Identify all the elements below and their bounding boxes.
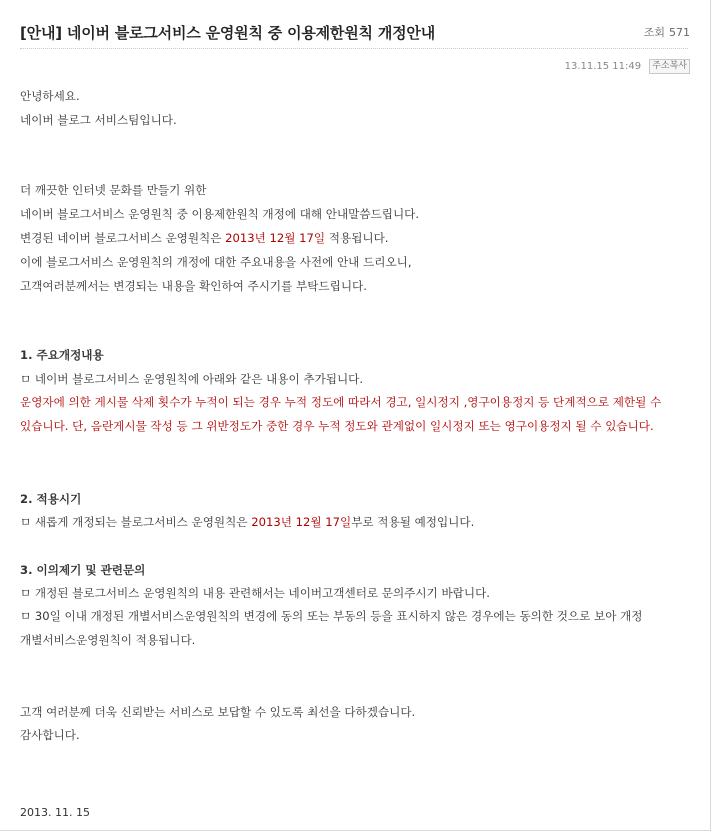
greeting-line-1: 안녕하세요. — [20, 89, 80, 103]
section-3-line-1: ㅁ 개정된 블로그서비스 운영원칙의 내용 관련해서는 네이버고객센터로 문의주시기 바랍니다. — [20, 586, 490, 600]
intro-line-3-pre: 변경된 네이버 블로그서비스 운영원칙은 — [20, 231, 226, 245]
title-divider — [20, 48, 688, 49]
section-1-title: 1. 주요개정내용 — [20, 348, 104, 362]
section-3-title: 3. 이의제기 및 관련문의 — [20, 563, 146, 577]
closing-line-1: 고객 여러분께 더욱 신뢰받는 서비스로 보답할 수 있도록 최선을 다하겠습니다. — [20, 705, 416, 719]
post-title[interactable]: [안내] 네이버 블로그서비스 운영원칙 중 이용제한원칙 개정안내 — [20, 24, 435, 42]
view-count — [644, 24, 690, 40]
intro-line-3 — [20, 230, 692, 246]
intro-line-4: 이에 블로그서비스 운영원칙의 개정에 대한 주요내용을 사전에 안내 드리오니, — [20, 255, 412, 269]
intro-line-5: 고객여러분께서는 변경되는 내용을 확인하여 주시기를 부탁드립니다. — [20, 279, 367, 293]
closing-line-2: 감사합니다. — [20, 728, 80, 742]
view-count-label: 조회 — [643, 26, 665, 39]
greeting-line-2: 네이버 블로그 서비스팀입니다. — [20, 113, 177, 127]
intro-line-2: 네이버 블로그서비스 운영원칙 중 이용제한원칙 개정에 대해 안내말씀드립니다. — [20, 207, 420, 221]
post-meta — [565, 56, 690, 72]
section-2-line — [20, 514, 692, 530]
section-2-date: 2013년 12월 17일 — [251, 515, 352, 529]
section-2-title: 2. 적용시기 — [20, 492, 82, 506]
post-header — [20, 22, 690, 46]
effective-date: 2013년 12월 17일 — [225, 231, 326, 245]
intro-line-1: 더 깨끗한 인터넷 문화를 만들기 위한 — [20, 183, 207, 197]
sign-date: 2013. 11. 15 — [20, 806, 90, 819]
section-2-post: 부로 적용될 예정입니다. — [351, 515, 475, 529]
section-2-pre: ㅁ 새롭게 개정되는 블로그서비스 운영원칙은 — [20, 515, 252, 529]
copy-url-button[interactable]: 주소복사 — [649, 59, 690, 74]
post-date: 13.11.15 11:49 — [564, 61, 642, 72]
section-1-highlight: 운영자에 의한 게시물 삭제 횟수가 누적이 되는 경우 누적 정도에 따라서 경고, 일시정지 ,영구이용정지 등 단계적으로 제한될 수 있습니다. 단, 음란게시물 작성 등 그 위반정도가 중한 경우 누적 정도와 관계없이 일시정지 또는 영구이용정지 될 수 있습니다. — [20, 395, 662, 433]
section-1-line: ㅁ 네이버 블로그서비스 운영원칙에 아래와 같은 내용이 추가됩니다. — [20, 372, 364, 386]
intro-line-3-post: 적용됩니다. — [325, 231, 389, 245]
view-count-value: 571 — [669, 26, 690, 39]
section-3-line-2: ㅁ 30일 이내 개정된 개별서비스운영원칙의 변경에 동의 또는 부동의 등을 표시하지 않은 경우에는 동의한 것으로 보아 개정 개별서비스운영원칙이 적용됩니다. — [20, 609, 643, 647]
